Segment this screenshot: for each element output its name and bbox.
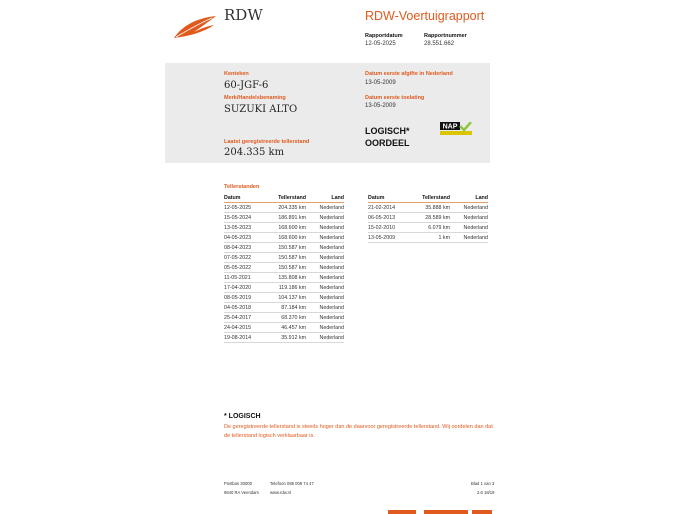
verdict-line-2: OORDEEL [365,138,410,148]
reading-date: 04-05-2023 [224,233,266,243]
table-row [224,213,344,223]
reading-date: 15-05-2024 [224,213,266,223]
reading-country: Nederland [450,203,488,213]
footer-accent-bar [424,510,468,514]
report-number: 28.551.662 [424,41,455,47]
first-admission-date: 13-05-2009 [365,103,396,109]
reading-date: 24-04-2015 [224,323,266,333]
table-row [224,333,344,343]
reading-country: Nederland [306,273,344,283]
table-row [368,203,488,213]
table-row [224,223,344,233]
footer-accent-bar [388,510,416,514]
readings-table-right [368,194,488,243]
report-date-label: Rapportdatum [365,33,403,39]
footer-accent-bar [472,510,492,514]
reading-date: 06-05-2013 [368,213,410,223]
reading-date: 25-04-2017 [224,313,266,323]
footnote-title: * LOGISCH [224,413,261,420]
first-nl-label: Datum eerste afgifte in Nederland [365,71,453,77]
readings-title: Tellerstanden [224,184,260,190]
readings-table-left [224,194,344,343]
col-odometer: Tellerstand [266,194,306,203]
reading-odometer: 68.370 km [266,313,306,323]
footer-address-2: 9640 RA Veendam [224,490,259,495]
reading-odometer: 1 km [410,233,450,243]
reading-odometer: 28.589 km [410,213,450,223]
reading-odometer: 150.587 km [266,263,306,273]
table-header-row [224,194,344,203]
reading-odometer: 104.137 km [266,293,306,303]
reading-country: Nederland [306,243,344,253]
reading-country: Nederland [450,213,488,223]
table-row [224,293,344,303]
make-model: SUZUKI ALTO [224,104,298,115]
reading-odometer: 46.457 km [266,323,306,333]
reading-date: 05-05-2022 [224,263,266,273]
table-row [224,303,344,313]
reading-country: Nederland [306,283,344,293]
table-row [368,233,488,243]
col-date: Datum [224,194,266,203]
reading-country: Nederland [306,223,344,233]
last-odometer: 204.335 km [224,147,285,158]
reading-odometer: 168.600 km [266,233,306,243]
make-label: Merk/Handelsbenaming [224,95,286,101]
table-row [224,253,344,263]
nap-text: NAP [442,123,458,131]
document-title: RDW-Voertuigrapport [365,9,485,23]
reading-odometer: 35.888 km [410,203,450,213]
table-row [224,283,344,293]
table-row [224,263,344,273]
reading-country: Nederland [306,293,344,303]
reading-date: 13-05-2009 [368,233,410,243]
verdict-line-1: LOGISCH* [365,126,410,136]
reading-country: Nederland [306,213,344,223]
reading-date: 17-04-2020 [224,283,266,293]
brand-name: RDW [224,6,263,24]
footnote-text: De geregistreerde tellerstand is steeds hoger dan de daarvoor geregistreerde tellerstand. Wij oordelen dan dat de tellerstand logisch verklaarbaar is. [224,424,493,439]
reading-country: Nederland [306,263,344,273]
nap-check-icon [440,122,472,135]
table-row [224,243,344,253]
table-row [368,213,488,223]
first-nl-date: 13-05-2009 [365,80,396,86]
table-row [224,323,344,333]
reading-odometer: 150.587 km [266,243,306,253]
license-plate: 60-JGF-6 [224,80,269,91]
reading-country: Nederland [306,313,344,323]
footer-page: Blad 1 van 3 [471,481,495,486]
reading-country: Nederland [306,303,344,313]
table-row [224,313,344,323]
reading-odometer: 168.600 km [266,223,306,233]
reading-date: 07-05-2022 [224,253,266,263]
col-country: Land [306,194,344,203]
reading-country: Nederland [306,233,344,243]
reading-country: Nederland [306,333,344,343]
vehicle-summary-panel [165,63,490,163]
reading-date: 08-04-2023 [224,243,266,253]
reading-country: Nederland [306,323,344,333]
footer-phone: Telefoon 088 008 74 47 [270,481,314,486]
reading-odometer: 150.587 km [266,253,306,263]
footer-web: www.rdw.nl [270,490,291,495]
reading-odometer: 204.335 km [266,203,306,213]
reading-odometer: 6.079 km [410,223,450,233]
reading-date: 19-08-2014 [224,333,266,343]
reading-country: Nederland [306,203,344,213]
table-row [368,223,488,233]
footer-address-1: Postbus 30000 [224,481,252,486]
rdw-logo-icon [172,14,218,40]
table-row [224,203,344,213]
table-row [224,273,344,283]
reading-odometer: 35.912 km [266,333,306,343]
report-date: 12-05-2025 [365,41,396,47]
reading-country: Nederland [450,223,488,233]
table-row [224,233,344,243]
plate-label: Kenteken [224,71,249,77]
reading-odometer: 119.186 km [266,283,306,293]
reading-date: 04-05-2018 [224,303,266,313]
reading-date: 13-05-2023 [224,223,266,233]
reading-country: Nederland [450,233,488,243]
col-odometer: Tellerstand [410,194,450,203]
col-country: Land [450,194,488,203]
verdict [365,125,410,149]
report-number-label: Rapportnummer [424,33,467,39]
reading-date: 15-02-2010 [368,223,410,233]
footer-version: 2.6 18/18 [477,490,495,495]
table-header-row [368,194,488,203]
reading-odometer: 135.808 km [266,273,306,283]
reading-date: 21-02-2014 [368,203,410,213]
col-date: Datum [368,194,410,203]
reading-date: 08-05-2019 [224,293,266,303]
reading-country: Nederland [306,253,344,263]
odometer-label: Laatst geregistreerde tellerstand [224,139,310,145]
reading-date: 11-05-2021 [224,273,266,283]
reading-date: 12-05-2025 [224,203,266,213]
first-admission-label: Datum eerste toelating [365,95,425,101]
reading-odometer: 186.891 km [266,213,306,223]
reading-odometer: 87.184 km [266,303,306,313]
